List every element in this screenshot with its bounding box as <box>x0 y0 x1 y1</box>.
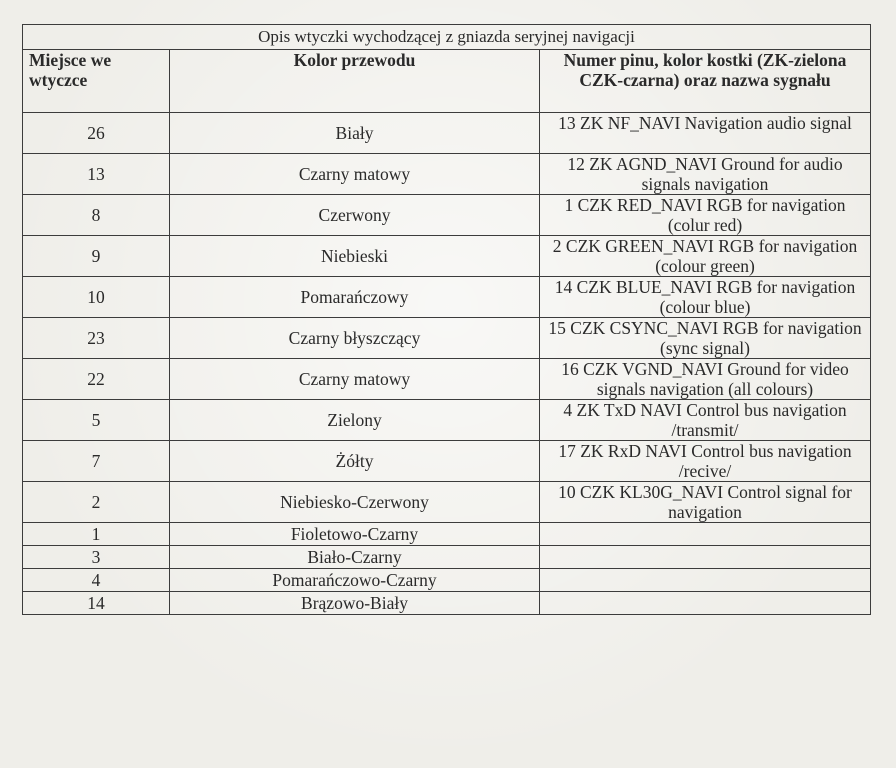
cell-wire-color: Niebiesko-Czerwony <box>170 482 540 523</box>
cell-pin-signal: 14 CZK BLUE_NAVI RGB for navigation (colour blue) <box>540 277 871 318</box>
cell-place: 23 <box>23 318 170 359</box>
cell-pin-signal: 10 CZK KL30G_NAVI Control signal for navigation <box>540 482 871 523</box>
cell-pin-signal: 2 CZK GREEN_NAVI RGB for navigation (colour green) <box>540 236 871 277</box>
cell-place: 26 <box>23 113 170 154</box>
cell-wire-color: Fioletowo-Czarny <box>170 523 540 546</box>
table-title: Opis wtyczki wychodzącej z gniazda seryjnej navigacji <box>23 25 871 50</box>
cell-wire-color: Pomarańczowo-Czarny <box>170 569 540 592</box>
table-row <box>23 113 871 154</box>
cell-pin-signal: 16 CZK VGND_NAVI Ground for video signals navigation (all colours) <box>540 359 871 400</box>
table-row <box>23 400 871 441</box>
cell-wire-color: Czerwony <box>170 195 540 236</box>
cell-pin-signal: 12 ZK AGND_NAVI Ground for audio signals navigation <box>540 154 871 195</box>
header-row <box>23 50 871 113</box>
cell-wire-color: Czarny matowy <box>170 359 540 400</box>
cell-wire-color: Brązowo-Biały <box>170 592 540 615</box>
cell-wire-color: Żółty <box>170 441 540 482</box>
cell-pin-signal: 13 ZK NF_NAVI Navigation audio signal <box>540 113 871 154</box>
cell-pin-signal: 1 CZK RED_NAVI RGB for navigation (colur red) <box>540 195 871 236</box>
cell-pin-signal: 15 CZK CSYNC_NAVI RGB for navigation (sync signal) <box>540 318 871 359</box>
cell-wire-color: Czarny błyszczący <box>170 318 540 359</box>
cell-wire-color: Niebieski <box>170 236 540 277</box>
cell-place: 5 <box>23 400 170 441</box>
cell-place: 10 <box>23 277 170 318</box>
cell-wire-color: Biało-Czarny <box>170 546 540 569</box>
cell-pin-signal <box>540 569 871 592</box>
cell-wire-color: Biały <box>170 113 540 154</box>
cell-pin-signal <box>540 546 871 569</box>
cell-place: 22 <box>23 359 170 400</box>
table-row <box>23 523 871 546</box>
cell-place: 14 <box>23 592 170 615</box>
cell-wire-color: Czarny matowy <box>170 154 540 195</box>
cell-place: 13 <box>23 154 170 195</box>
cell-place: 2 <box>23 482 170 523</box>
title-row <box>23 25 871 50</box>
cell-wire-color: Zielony <box>170 400 540 441</box>
cell-pin-signal: 17 ZK RxD NAVI Control bus navigation /recive/ <box>540 441 871 482</box>
table-row <box>23 359 871 400</box>
table-row <box>23 195 871 236</box>
cell-place: 3 <box>23 546 170 569</box>
table-row <box>23 482 871 523</box>
cell-pin-signal <box>540 592 871 615</box>
header-place: Miejsce we wtyczce <box>23 50 170 113</box>
table-row <box>23 592 871 615</box>
table-row <box>23 277 871 318</box>
cell-place: 9 <box>23 236 170 277</box>
cell-place: 1 <box>23 523 170 546</box>
cell-place: 8 <box>23 195 170 236</box>
cell-place: 4 <box>23 569 170 592</box>
cell-place: 7 <box>23 441 170 482</box>
cell-pin-signal: 4 ZK TxD NAVI Control bus navigation /transmit/ <box>540 400 871 441</box>
table-row <box>23 236 871 277</box>
table-row <box>23 318 871 359</box>
table-row <box>23 441 871 482</box>
table-row <box>23 154 871 195</box>
header-wire-color: Kolor przewodu <box>170 50 540 113</box>
table-row <box>23 546 871 569</box>
cell-pin-signal <box>540 523 871 546</box>
connector-pinout-table <box>22 24 871 615</box>
table-row <box>23 569 871 592</box>
cell-wire-color: Pomarańczowy <box>170 277 540 318</box>
header-pin-signal: Numer pinu, kolor kostki (ZK-zielona CZK-czarna) oraz nazwa sygnału <box>540 50 871 113</box>
